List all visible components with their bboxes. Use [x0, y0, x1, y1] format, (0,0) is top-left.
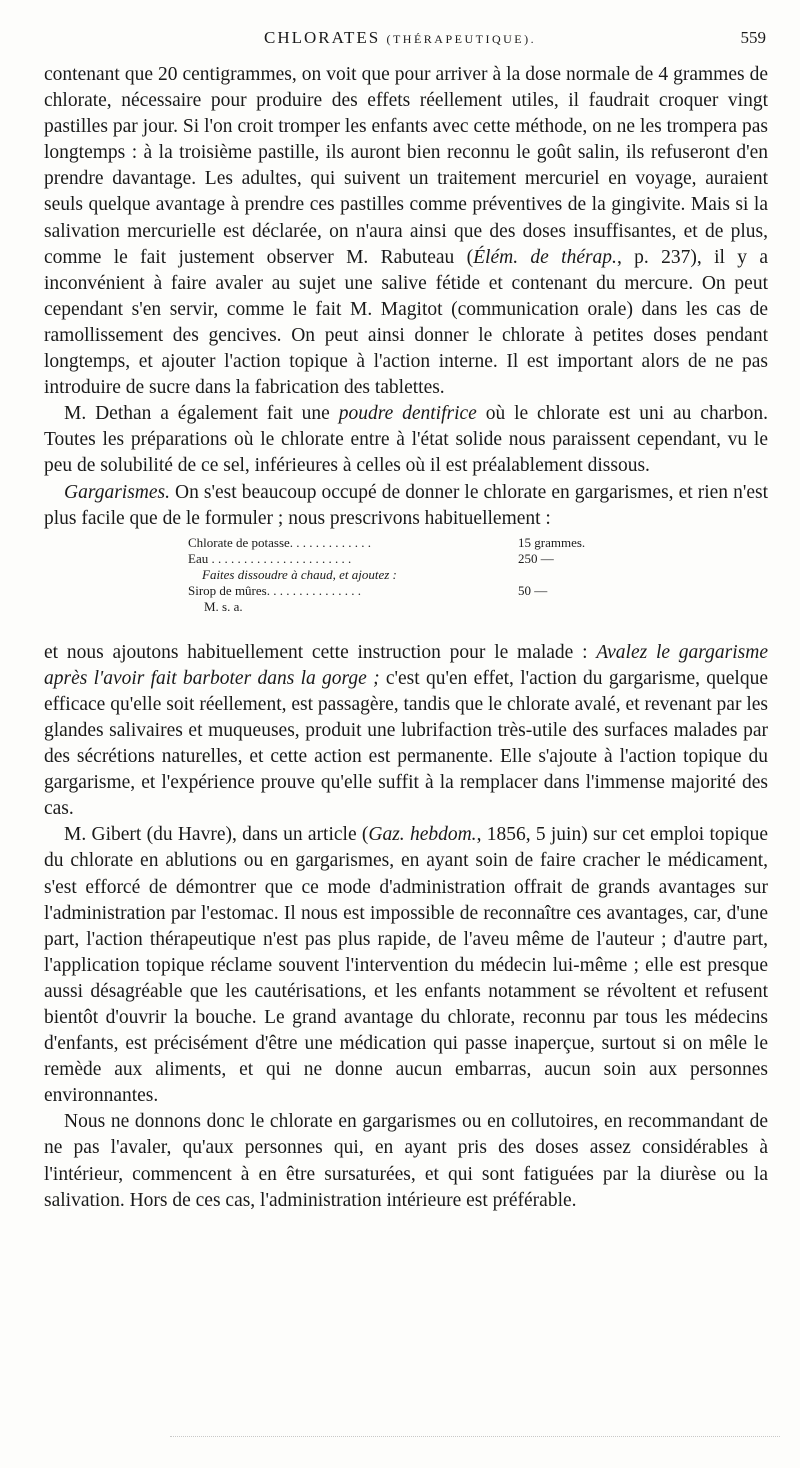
- paragraph-text: , p. 237), il y a inconvénient à faire avaler au sujet une salive fétide et contenant du mercure. On peut cependant s'en servir, comme le fait M. Magitot (communication orale) dans les cas de ramollissement des gencives. On peut ainsi donner le chlorate à petites doses pendant longtemps, et ajouter l'action topique à l'action interne. Il est important alors de ne pas introduire de sucre dans la fabrication des tablettes.: [44, 246, 768, 399]
- paragraph-text: M. Gibert (du Havre), dans un article (: [64, 824, 369, 846]
- paragraph-text: , 1856, 5 juin) sur cet emploi topique du chlorate en ablutions ou en gargarismes, en ayant soin de faire cracher le médicament, s'est efforcé de démontrer que ce mode d'administration offrait de grands avantages sur l'administration par l'estomac. Il nous est impossible de reconnaître ces avantages, car, d'une part, l'action thérapeutique n'est pas plus rapide, de l'aveu même de l'auteur ; d'autre part, l'application topique réclame souvent l'intervention du médecin lui-même ; elle est presque aussi désagréable que les cautérisations, et les enfants notamment se révoltent et refusent bientôt d'ouvrir la bouche. Le grand avantage du chlorate, reconnu par tous les médecins d'enfants, est précisément d'être une médication qui passe inaperçue, surtout si on mêle le remède aux aliments, et qui ne donne aucun embarras, aucun soin aux personnes environnantes.: [44, 824, 768, 1107]
- paragraph-text: M. Dethan a également fait une: [64, 403, 339, 425]
- running-title: [264, 28, 536, 48]
- formula-quantity: 250 —: [518, 550, 554, 566]
- paragraph-dethan: [44, 401, 768, 479]
- running-header: [44, 28, 768, 56]
- formula-ingredient: Chlorate de potasse. . . . . . . . . . . . .: [188, 534, 372, 550]
- paragraph-gargarismes: [44, 480, 768, 532]
- formula-quantity: 50 —: [518, 582, 548, 598]
- running-title-subtitle: (THÉRAPEUTIQUE).: [386, 32, 537, 46]
- paragraph-gibert: [44, 822, 768, 1109]
- paragraph-text: contenant que 20 centigrammes, on voit que pour arriver à la dose normale de 4 grammes de chlorate, nécessaire pour produire des effets réellement utiles, il faudrait croquer vingt pastilles par jour. Si l'on croit tromper les enfants avec cette méthode, on ne les trompera pas longtemps : à la troisième pastille, ils auront bien reconnu le goût salin, ils refuseront d'en prendre davantage. Les adultes, qui suivent un traitement mercuriel en voyage, auraient seuls quelque avantage à prendre ces pastilles comme préventives de la gingivite. Mais si la salivation mercurielle est déclarée, on n'aura ainsi que des doses insuffisantes, et de plus, comme le fait justement observer M. Rabuteau (: [44, 64, 768, 268]
- paragraph-text: c'est qu'en effet, l'action du gargarisme, quelque efficace qu'elle soit réellement, est passagère, tandis que le chlorate avalé, et revenant par les glandes salivaires et muqueuses, produit une lubrifaction très-utile des surfaces malades par des sécrétions naturelles, et cette action est permanente. Elle s'ajoute à l'action topique du gargarisme, et l'expérience prouve qu'elle suffit à la remplacer dans l'immense majorité des cas.: [44, 667, 768, 820]
- citation-title: Gaz. hebdom.: [368, 824, 477, 846]
- spacer: [44, 620, 768, 640]
- formula-ms: M. s. a.: [204, 598, 243, 614]
- citation-title: Élém. de thérap.: [473, 246, 617, 268]
- paragraph-conclusion: [44, 1109, 768, 1213]
- paragraph-text: On s'est beaucoup occupé de donner le chlorate en gargarismes, et rien n'est plus facile que de le formuler ; nous prescrivons habituellement :: [44, 481, 768, 529]
- formula-row: [188, 551, 618, 567]
- prescription-formula: [188, 535, 618, 615]
- formula-quantity: 15 grammes.: [518, 534, 586, 550]
- formula-row: [188, 535, 618, 551]
- paragraph-continuation: [44, 62, 768, 401]
- formula-ingredient: Sirop de mûres. . . . . . . . . . . . . . .: [188, 582, 361, 598]
- formula-row: [188, 599, 618, 615]
- paragraph-instruction: [44, 640, 768, 823]
- formula-ingredient: Eau . . . . . . . . . . . . . . . . . . . . . .: [188, 550, 352, 566]
- page-number: 559: [740, 28, 766, 47]
- section-heading: Gargarismes.: [64, 481, 170, 503]
- formula-row: [188, 583, 618, 599]
- formula-row: [188, 567, 618, 583]
- emphasis-text: poudre dentifrice: [338, 403, 477, 425]
- paragraph-text: Nous ne donnons donc le chlorate en gargarismes ou en collutoires, en recommandant de ne pas l'avaler, qu'aux personnes qui, en ayant pris des doses assez considérables à l'intérieur, commencent à en être sursaturées, et qui sont fatiguées par la diurèse ou la salivation. Hors de ces cas, l'administration intérieure est préférable.: [44, 1111, 768, 1211]
- paragraph-text: et nous ajoutons habituellement cette instruction pour le malade :: [44, 641, 597, 663]
- body-text: [44, 62, 768, 1214]
- paragraph-text: où le chlorate est uni au charbon. Toutes les préparations où le chlorate entre à l'état solide nous paraissent cependant, vu le peu de solubilité de ce sel, inférieures à celles où il est préalablement dissous.: [44, 403, 768, 477]
- formula-instruction: Faites dissoudre à chaud, et ajoutez :: [202, 566, 397, 582]
- emphasis-text: Avalez le gargarisme après l'avoir fait barboter dans la gorge ;: [44, 641, 768, 689]
- bottom-dotted-rule: [170, 1436, 780, 1437]
- running-title-main: CHLORATES: [264, 28, 381, 47]
